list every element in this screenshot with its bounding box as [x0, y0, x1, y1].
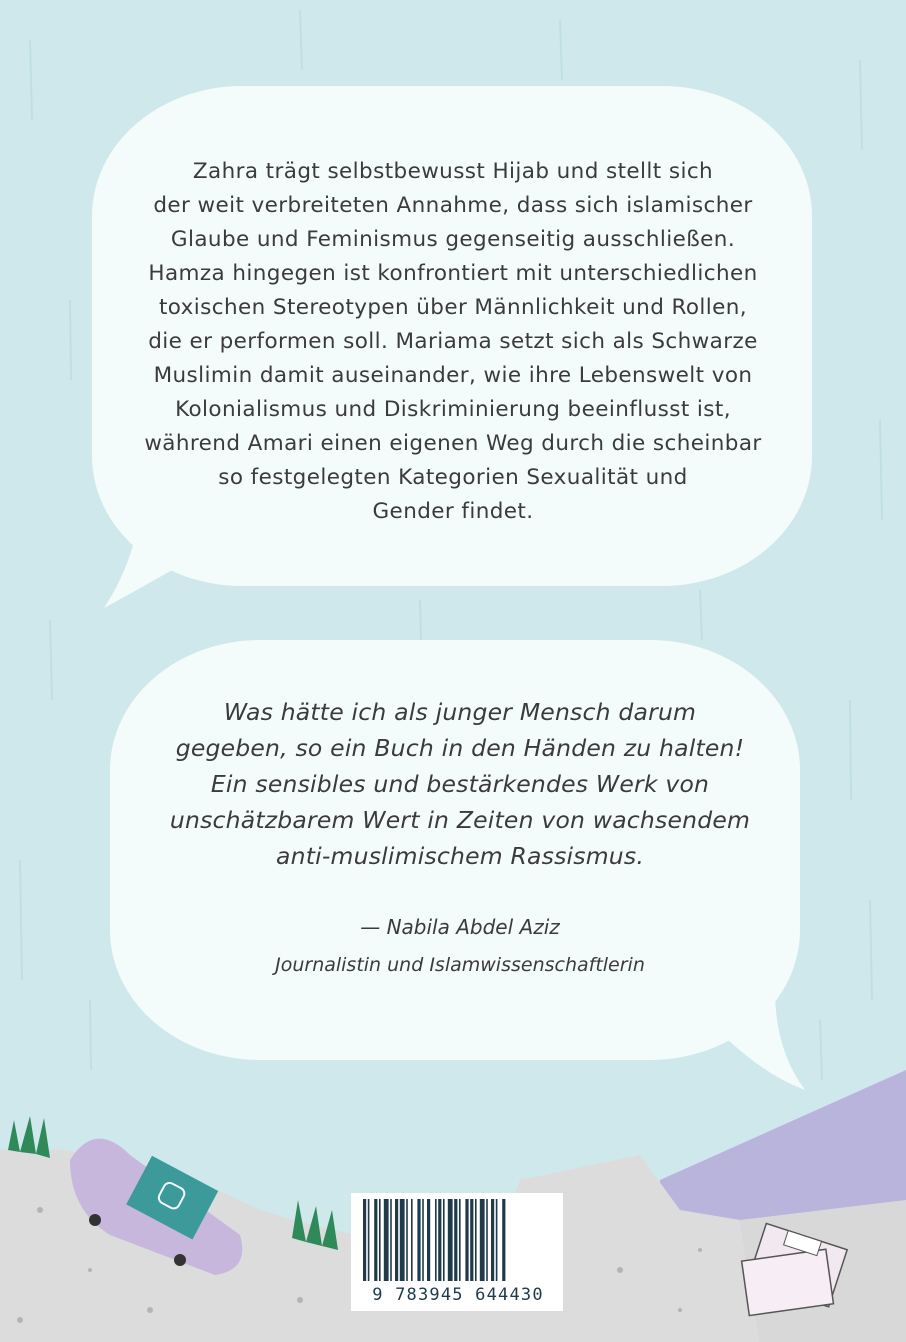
- book-description: Zahra trägt selbstbewusst Hijab und stellt sich der weit verbreiteten Annahme, dass sich islamischer Glaube und Feminismus gegenseitig ausschließen. Hamza hingegen ist konfrontiert mit unterschiedlichen toxischen Stereotypen über Männlichkeit und Rollen, die er performen soll. Mariama setzt sich als Schwarze Muslimin damit auseinander, wie ihre Lebenswelt von Kolonialismus und Diskriminierung beeinflusst ist, während Amari einen eigenen Weg durch die scheinbar so festgelegten Kategorien Sexualität und Gender findet.: [144, 159, 762, 524]
- quote-author: — Nabila Abdel Aziz: [360, 915, 560, 939]
- quote-author-role: Journalistin und Islamwissenschaftlerin: [275, 954, 645, 976]
- barcode-bars: [351, 1193, 563, 1285]
- isbn-digits: 9 783945 644430: [372, 1285, 544, 1305]
- isbn-barcode: [351, 1193, 563, 1311]
- review-quote: Was hätte ich als junger Mensch darum gegeben, so ein Buch in den Händen zu halten! Ein sensibles und bestärkendes Werk von unschätzbarem Wert in Zeiten von wachsendem anti-muslimischem Rassismus.: [169, 698, 751, 870]
